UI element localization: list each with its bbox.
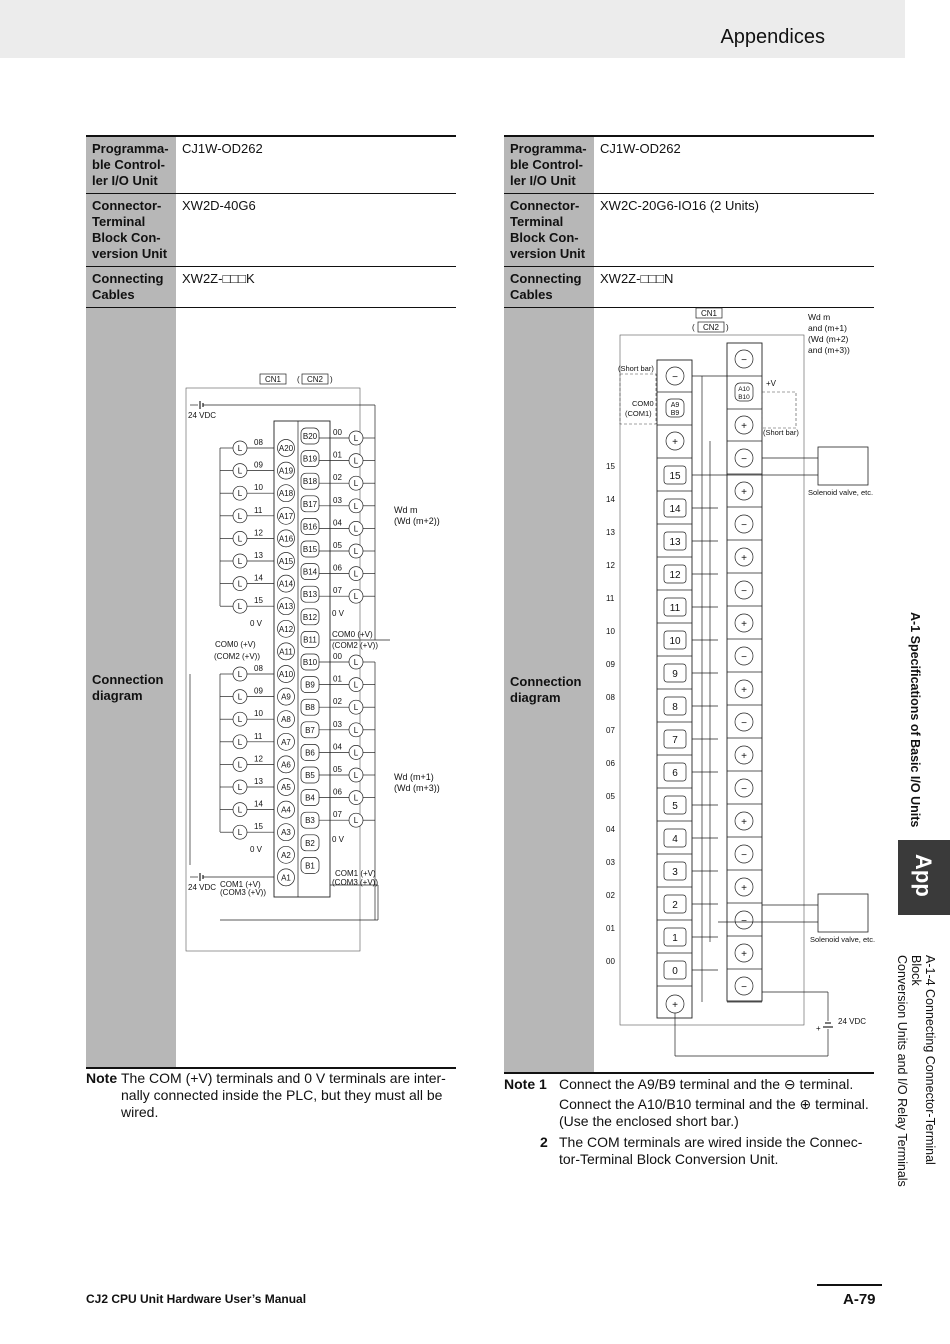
right-bottom-load-label-02: L <box>353 703 359 713</box>
terminal-label-a1: A1 <box>281 873 291 883</box>
right-plus-label-4: + <box>741 553 747 564</box>
com0-label: COM0 <box>632 399 654 408</box>
terminal-label-b1: B1 <box>305 861 315 871</box>
right-bottom-load-label-07: L <box>353 816 359 826</box>
short-bar-right <box>762 392 796 428</box>
right-plus-label-14: + <box>741 883 747 894</box>
bit-label-15: 15 <box>606 462 615 471</box>
right-top-load-label-04: L <box>353 524 359 534</box>
left-plc-value: CJ1W-OD262 <box>176 136 456 194</box>
right-bottom-bit-00: 00 <box>333 652 342 661</box>
terminal-label-13: 13 <box>669 537 681 548</box>
right-top-load-label-01: L <box>353 456 359 466</box>
right-ctb-label: Connector- Terminal Block Con- version Unit <box>504 194 594 267</box>
terminal-label-9: 9 <box>672 669 678 680</box>
diagram-frame <box>620 335 804 1025</box>
left-bottom-load-label-08: L <box>237 670 243 679</box>
right-top-load-label-03: L <box>353 501 359 511</box>
cn2-close-paren: ) <box>330 375 333 384</box>
left-bottom-bit-11: 11 <box>254 731 263 741</box>
right-note-2-line-1: The COM terminals are wired inside the Connec- <box>559 1134 863 1150</box>
com2-right-label: (COM2 (+V)) <box>332 641 378 650</box>
right-cable-value: XW2Z-□□□N <box>594 267 874 308</box>
com0-right-label: COM0 (+V) <box>332 630 373 639</box>
right-bottom-bit-01: 01 <box>333 674 342 684</box>
terminal-label-3: 3 <box>672 867 678 878</box>
com0-left-label: COM0 (+V) <box>215 640 256 649</box>
bit-label-14: 14 <box>606 495 615 504</box>
right-bottom-bit-05: 05 <box>333 765 342 774</box>
right-plus-label-10: + <box>741 751 747 762</box>
com1-right-label: COM1 (+V) <box>335 869 376 878</box>
left-top-bit-08: 08 <box>254 438 263 447</box>
side-tab-app <box>898 840 950 915</box>
terminal-label-b18: B18 <box>302 477 318 487</box>
terminal-b10-label: B10 <box>738 394 750 401</box>
right-connection-diagram <box>598 302 883 1062</box>
terminal-label-12: 12 <box>669 570 681 581</box>
left-connection-label: Connection diagram <box>86 308 176 1068</box>
wd-label-3: and (m+3)) <box>808 345 850 355</box>
bit-label-13: 13 <box>606 528 615 537</box>
right-plus-label-2: + <box>741 487 747 498</box>
com2-left-label: (COM2 (+V)) <box>214 652 260 661</box>
cn1-label: CN1 <box>700 309 718 318</box>
right-top-load-label-07: L <box>353 592 359 602</box>
cn1-label: CN1 <box>264 375 282 384</box>
zero-v-bottom-right: 0 V <box>332 835 345 844</box>
left-top-bit-10: 10 <box>254 483 263 493</box>
left-minus-top-label: − <box>672 372 678 383</box>
right-bottom-load-label-05: L <box>353 771 359 780</box>
terminal-label-a11: A11 <box>279 647 293 657</box>
bit-label-10: 10 <box>606 627 615 636</box>
com1-left-label: COM1 (+V) <box>220 880 261 889</box>
footer-page-number: A-79 <box>843 1291 876 1308</box>
left-top-load-label-15: L <box>237 602 243 612</box>
right-minus-label-15: − <box>741 916 747 927</box>
right-note-1-line-2: Connect the A10/B10 terminal and the ⊕ terminal. <box>559 1096 869 1112</box>
terminal-label-b19: B19 <box>302 454 318 464</box>
terminal-label-8: 8 <box>672 702 678 713</box>
terminal-label-a15: A15 <box>278 557 294 566</box>
left-bottom-load-label-14: L <box>237 805 243 815</box>
terminal-label-a2: A2 <box>281 850 291 860</box>
terminal-label-b8: B8 <box>305 703 315 713</box>
terminal-label-b13: B13 <box>302 590 318 600</box>
terminal-label-b17: B17 <box>302 499 318 509</box>
left-bottom-bit-14: 14 <box>254 799 263 809</box>
right-bottom-load-label-03: L <box>353 725 359 735</box>
left-connection-diagram <box>180 365 390 955</box>
bit-label-12: 12 <box>606 561 615 570</box>
bit-label-06: 06 <box>606 759 615 768</box>
bit-label-07: 07 <box>606 726 615 735</box>
right-bottom-bit-07: 07 <box>333 810 342 820</box>
cn2-close-paren: ) <box>726 323 729 332</box>
right-top-bit-05: 05 <box>333 541 342 550</box>
terminal-label-a18: A18 <box>278 489 294 499</box>
terminal-label-b2: B2 <box>305 838 315 848</box>
left-top-load-label-13: L <box>237 557 243 566</box>
terminal-label-b9: B9 <box>305 680 315 690</box>
left-bottom-bit-10: 10 <box>254 709 263 719</box>
terminal-label-b16: B16 <box>302 522 318 532</box>
terminal-label-a13: A13 <box>278 602 294 612</box>
footer-rule <box>817 1284 882 1286</box>
terminal-label-b12: B12 <box>302 612 318 622</box>
terminal-label-a19: A19 <box>278 466 294 476</box>
terminal-label-0: 0 <box>672 966 678 977</box>
left-top-load-label-14: L <box>237 579 243 589</box>
terminal-label-a14: A14 <box>278 579 294 589</box>
right-plus-label-12: + <box>741 817 747 828</box>
right-top-bit-02: 02 <box>333 473 342 483</box>
left-top-load-label-09: L <box>237 466 243 476</box>
left-bottom-load-label-09: L <box>237 692 243 702</box>
com3-right-label: (COM3 (+V)) <box>332 878 378 887</box>
right-note-1-line-3: (Use the enclosed short bar.) <box>559 1113 739 1129</box>
short-bar-right-label: (Short bar) <box>763 428 799 437</box>
bit-label-05: 05 <box>606 792 615 801</box>
left-ctb-label: Connector- Terminal Block Con- version Unit <box>86 194 176 267</box>
bit-label-02: 02 <box>606 891 615 900</box>
right-top-bit-04: 04 <box>333 518 342 528</box>
terminal-label-5: 5 <box>672 801 678 812</box>
right-note-2-label: 2 <box>540 1134 548 1150</box>
left-top-bit-15: 15 <box>254 596 263 606</box>
right-bottom-bit-02: 02 <box>333 697 342 707</box>
terminal-label-a16: A16 <box>278 534 294 544</box>
wd-label-2: (Wd (m+2) <box>808 334 849 344</box>
left-top-load-label-11: L <box>237 511 243 521</box>
cn2-label: CN2 <box>306 375 324 384</box>
left-bottom-bit-08: 08 <box>254 664 263 673</box>
solenoid-bottom-label: Solenoid valve, etc. <box>810 935 876 944</box>
terminal-label-4: 4 <box>672 834 678 845</box>
left-bottom-load-label-15: L <box>237 828 243 838</box>
vdc-top-label: 24 VDC <box>188 411 217 420</box>
bit-label-09: 09 <box>606 660 615 669</box>
right-top-bit-03: 03 <box>333 495 342 505</box>
terminal-label-b10: B10 <box>302 658 318 667</box>
cn2-open-paren: ( <box>297 375 300 384</box>
right-top-bit-07: 07 <box>333 586 342 596</box>
terminal-label-6: 6 <box>672 768 678 779</box>
left-note-label: Note <box>86 1070 118 1086</box>
vdc-bottom-label: 24 VDC <box>188 883 217 892</box>
terminal-a10-label: A10 <box>738 386 750 393</box>
side-section-title: A-1 Specifications of Basic I/O Units <box>908 612 922 828</box>
left-top-bit-13: 13 <box>254 551 263 560</box>
left-top-bit-09: 09 <box>254 460 263 470</box>
solenoid-bottom <box>818 894 868 932</box>
page-header <box>0 0 905 58</box>
zero-v-bottom-left: 0 V <box>250 845 263 854</box>
terminal-label-b7: B7 <box>305 725 315 735</box>
terminal-label-b4: B4 <box>305 793 315 803</box>
solenoid-top-label: Solenoid valve, etc. <box>808 488 874 497</box>
right-plus-label-8: + <box>741 685 747 696</box>
cn2-label: CN2 <box>702 323 720 332</box>
bit-label-08: 08 <box>606 693 615 702</box>
terminal-label-a17: A17 <box>278 511 294 521</box>
solenoid-top <box>818 447 868 485</box>
right-minus-label-17: − <box>741 982 747 993</box>
side-subsection: A-1-4 Connecting Connector-Terminal Block Conversion Units and I/O Relay Terminals <box>895 955 937 1187</box>
com1-label: (COM1) <box>625 409 652 418</box>
terminal-label-a6: A6 <box>281 760 291 770</box>
left-plus-bottom-label: + <box>672 1000 678 1011</box>
terminal-label-b14: B14 <box>302 567 318 577</box>
right-top-load-label-05: L <box>353 547 359 556</box>
right-plus-label-6: + <box>741 619 747 630</box>
terminal-label-b15: B15 <box>302 545 318 554</box>
left-top-bit-14: 14 <box>254 573 263 583</box>
terminal-label-a5: A5 <box>281 783 291 792</box>
left-note: Note The COM (+V) terminals and 0 V terminals are inter- nally connected inside the PLC, but they must all be wired. <box>86 1070 446 1120</box>
left-top-bit-11: 11 <box>254 505 263 515</box>
left-bottom-load-label-11: L <box>237 737 243 747</box>
plus-v-label: +V <box>766 379 777 388</box>
right-plc-label: Programma- ble Control- ler I/O Unit <box>504 136 594 194</box>
terminal-label-b5: B5 <box>305 771 315 780</box>
left-top-bit-12: 12 <box>254 528 263 538</box>
terminal-label-15: 15 <box>669 471 681 482</box>
right-notes <box>504 1076 884 1167</box>
right-bottom-bit-03: 03 <box>333 719 342 729</box>
right-minus-label-5: − <box>741 586 747 597</box>
terminal-label-11: 11 <box>669 603 681 614</box>
right-top-bit-01: 01 <box>333 450 342 460</box>
right-bottom-load-label-06: L <box>353 793 359 803</box>
terminal-label-a3: A3 <box>281 828 291 838</box>
left-plc-label: Programma- ble Control- ler I/O Unit <box>86 136 176 194</box>
right-minus-top-label: − <box>741 355 747 366</box>
right-bottom-bit-04: 04 <box>333 742 342 752</box>
left-cable-label: Connecting Cables <box>86 267 176 308</box>
terminal-label-2: 2 <box>672 900 678 911</box>
right-connection-label: Connection diagram <box>504 308 594 1073</box>
terminal-label-a7: A7 <box>281 737 291 747</box>
right-top-load-label-02: L <box>353 479 359 489</box>
right-minus-label-1: − <box>741 454 747 465</box>
terminal-label-b11: B11 <box>303 635 317 645</box>
vdc-label: 24 VDC <box>838 1017 867 1026</box>
right-minus-label-7: − <box>741 652 747 663</box>
right-bottom-load-label-01: L <box>353 680 359 690</box>
header-title: Appendices <box>720 26 825 48</box>
left-bottom-bit-09: 09 <box>254 686 263 696</box>
terminal-label-14: 14 <box>669 504 681 515</box>
wd-label-1: and (m+1) <box>808 323 847 333</box>
zero-v-top-left: 0 V <box>250 619 263 628</box>
right-ctb-value: XW2C-20G6-IO16 (2 Units) <box>594 194 874 267</box>
vdc-plus-label: + <box>816 1024 821 1033</box>
com3-left-label: (COM3 (+V)) <box>220 888 266 897</box>
left-bottom-bit-12: 12 <box>254 754 263 764</box>
wd-label-0: Wd m <box>808 312 831 322</box>
terminal-label-7: 7 <box>672 735 678 746</box>
left-wd-bottom-label: Wd (m+1) (Wd (m+3)) <box>394 772 440 793</box>
footer-manual-title: CJ2 CPU Unit Hardware User’s Manual <box>86 1292 307 1306</box>
left-top-load-label-10: L <box>237 489 243 499</box>
terminal-label-a4: A4 <box>281 805 291 815</box>
right-minus-label-13: − <box>741 850 747 861</box>
right-top-bit-06: 06 <box>333 563 342 573</box>
terminal-label-a8: A8 <box>281 715 291 725</box>
left-bottom-load-label-12: L <box>237 760 243 770</box>
left-top-load-label-08: L <box>237 444 243 453</box>
terminal-label-b20: B20 <box>302 432 318 441</box>
right-bottom-bit-06: 06 <box>333 787 342 797</box>
bit-label-01: 01 <box>606 924 615 933</box>
left-bottom-load-label-13: L <box>237 783 243 792</box>
terminal-label-a10: A10 <box>278 670 294 679</box>
right-top-load-label-06: L <box>353 569 359 579</box>
right-note-1-line-1: Connect the A9/B9 terminal and the ⊖ terminal. <box>559 1076 854 1092</box>
left-bottom-load-label-10: L <box>237 715 243 725</box>
right-minus-label-3: − <box>741 520 747 531</box>
terminal-label-a20: A20 <box>278 444 294 453</box>
terminal-b9-label: B9 <box>670 410 680 417</box>
side-tab-label: App <box>911 854 936 897</box>
terminal-label-1: 1 <box>672 933 678 944</box>
right-note-2-line-2: tor-Terminal Block Conversion Unit. <box>559 1151 779 1167</box>
left-ctb-value: XW2D-40G6 <box>176 194 456 267</box>
left-wd-top-label: Wd m (Wd (m+2)) <box>394 505 440 526</box>
left-bottom-bit-15: 15 <box>254 822 263 832</box>
terminal-label-a12: A12 <box>278 624 294 634</box>
right-plus-label-16: + <box>741 949 747 960</box>
right-minus-label-11: − <box>741 784 747 795</box>
cn2-open-paren: ( <box>692 323 695 332</box>
right-plc-value: CJ1W-OD262 <box>594 136 874 194</box>
left-cable-value: XW2Z-□□□K <box>176 267 456 308</box>
terminal-a9-label: A9 <box>670 402 680 409</box>
terminal-label-b3: B3 <box>305 816 315 826</box>
left-top-load-label-12: L <box>237 534 243 544</box>
right-plus-label-0: + <box>741 421 747 432</box>
right-note-1-label: Note 1 <box>504 1076 547 1092</box>
terminal-label-b6: B6 <box>305 748 315 758</box>
right-top-load-label-00: L <box>353 434 359 443</box>
bit-label-00: 00 <box>606 957 615 966</box>
right-bottom-load-label-04: L <box>353 748 359 758</box>
right-top-bit-00: 00 <box>333 428 342 437</box>
right-minus-label-9: − <box>741 718 747 729</box>
bit-label-11: 11 <box>606 594 615 603</box>
terminal-label-a9: A9 <box>281 692 291 702</box>
left-plus-top-label: + <box>672 437 678 448</box>
right-cable-label: Connecting Cables <box>504 267 594 308</box>
terminal-label-10: 10 <box>669 636 681 647</box>
short-bar-top-label: (Short bar) <box>618 364 654 373</box>
bit-label-03: 03 <box>606 858 615 867</box>
left-bottom-bit-13: 13 <box>254 777 263 786</box>
right-bottom-load-label-00: L <box>353 658 359 667</box>
zero-v-top-right: 0 V <box>332 609 345 618</box>
bit-label-04: 04 <box>606 825 615 834</box>
